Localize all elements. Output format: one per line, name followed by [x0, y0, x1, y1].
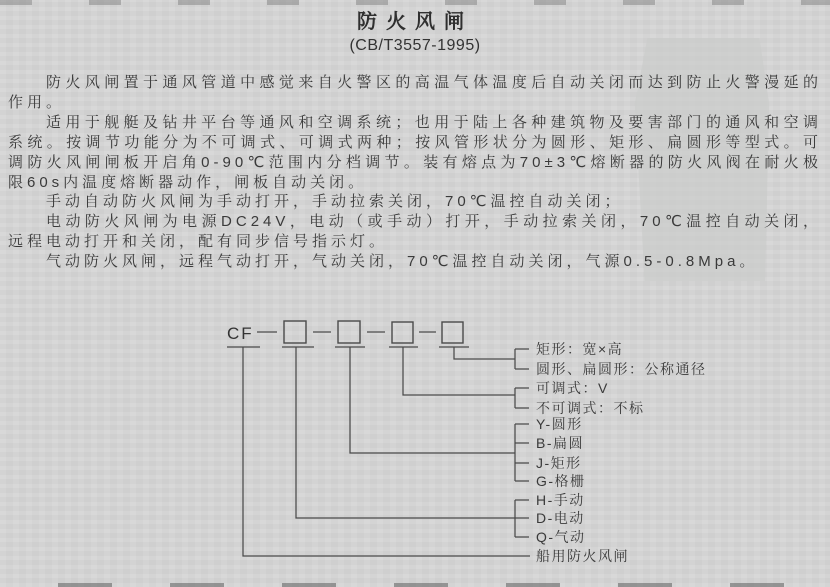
leader-lines [243, 347, 530, 556]
model-code-box [442, 322, 463, 343]
model-code-diagram [0, 310, 830, 587]
label-tick-dashes [515, 349, 529, 537]
diagram-label-rect-size: 矩形：宽×高 [536, 341, 624, 357]
paragraph-electric-type: 电动防火风闸为电源DC24V，电动（或手动）打开，手动拉索关闭，70℃温控自动关闭，远程电动打开和关闭，配有同步信号指示灯。 [8, 213, 822, 251]
diagram-label-drive-electric: D-电动 [536, 510, 585, 526]
diagram-label-shape-round: Y-圆形 [536, 416, 583, 432]
diagram-label-drive-pneumatic: Q-气动 [536, 529, 586, 545]
model-code-box [284, 321, 306, 343]
paragraph-pneumatic-type: 气动防火风闸，远程气动打开，气动关闭，70℃温控自动关闭，气源0.5-0.8Mpa。 [46, 253, 759, 271]
paragraph-manual-type: 手动自动防火风闸为手动打开，手动拉索关闭，70℃温控自动关闭； [46, 193, 624, 211]
description-text [8, 73, 822, 272]
model-code-box [392, 322, 413, 343]
standard-number: (CB/T3557-1995) [349, 37, 481, 54]
diagram-label-round-size: 圆形、扁圆形：公称通径 [536, 361, 707, 377]
diagram-label-shape-rect: J-矩形 [536, 455, 582, 471]
diagram-label-shape-grille: G-格栅 [536, 473, 586, 489]
paragraph-application: 适用于舰艇及钻井平台等通风和空调系统；也用于陆上各种建筑物及要害部门的通风和空调系统。按调节功能分为不可调式、可调式两种；按风管形状分为圆形、矩形、扁圆形等型式。可调防火风闸闸板开启角0-90℃范围内分档调节。装有熔点为70±3℃熔断器的防火风阀在耐火极限60s内温度熔断器动作，闸板自动关闭。 [8, 113, 822, 191]
model-code-prefix: CF [227, 324, 254, 343]
diagram-label-drive-manual: H-手动 [536, 492, 585, 508]
model-code-box [338, 321, 360, 343]
diagram-label-product-name: 船用防火风闸 [536, 548, 629, 564]
diagram-label-non-adjustable: 不可调式：不标 [536, 400, 645, 416]
diagram-label-shape-oval: B-扁圆 [536, 435, 584, 451]
diagram-label-adjustable: 可调式：V [536, 380, 609, 396]
paragraph-overview: 防火风闸置于通风管道中感觉来自火警区的高温气体温度后自动关闭而达到防止火警漫延的作用。 [8, 74, 822, 111]
page-title: 防火风闸 [357, 11, 473, 33]
